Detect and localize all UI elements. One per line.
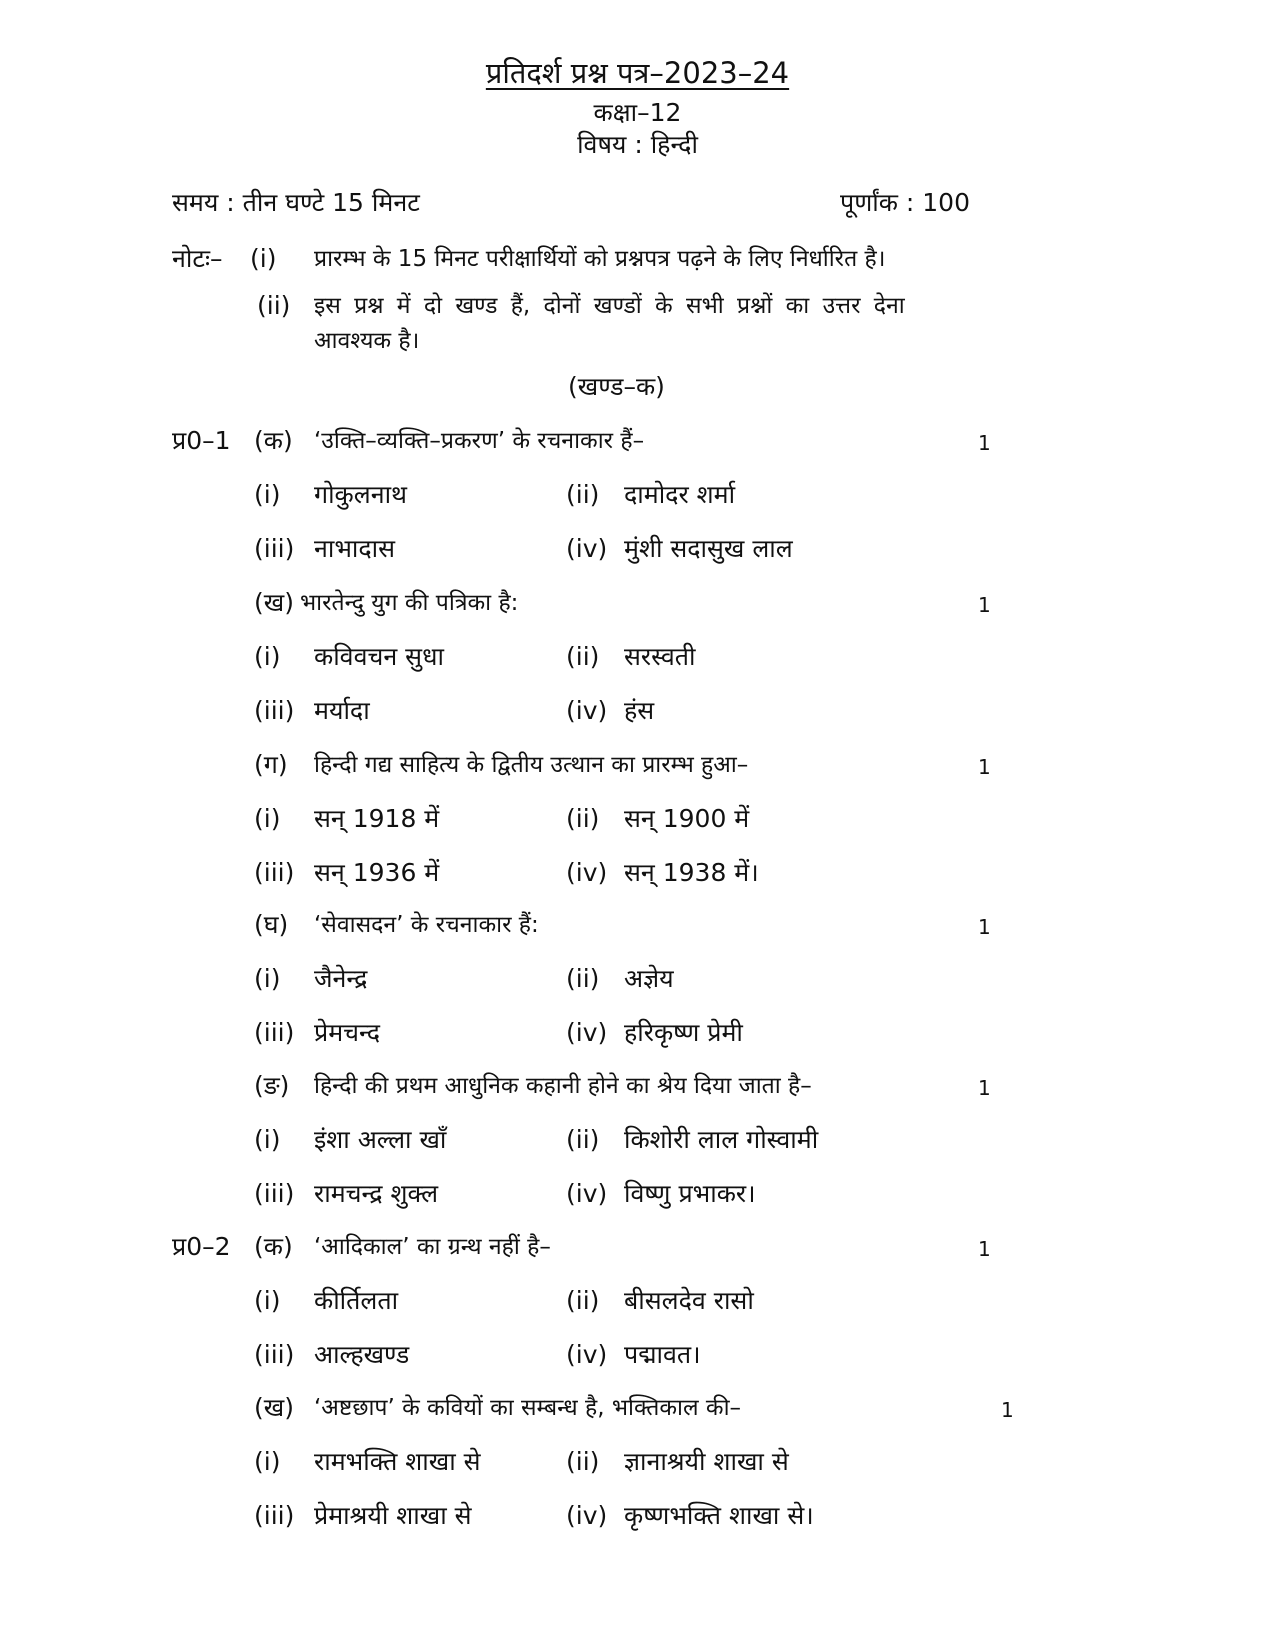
part-letter: (ख) [254, 588, 294, 617]
question-number: प्र0–1 [172, 426, 231, 455]
marks-label: 1 [978, 915, 991, 939]
option-text: अज्ञेय [624, 964, 674, 993]
option-text: प्रेमचन्द [314, 1018, 381, 1047]
option-number: (iv) [566, 858, 608, 887]
note-num: (ii) [257, 291, 291, 320]
option-number: (iv) [566, 1340, 608, 1369]
option-text: जैनेन्द्र [314, 964, 368, 993]
time-label: समय : तीन घण्टे 15 मिनट [172, 188, 420, 217]
note-text: इस प्रश्न में दो खण्ड हैं, दोनों खण्डों के सभी प्रश्नों का उत्तर देना [314, 293, 905, 319]
option-number: (i) [254, 480, 281, 509]
option-number: (i) [254, 642, 281, 671]
note-text: प्रारम्भ के 15 मिनट परीक्षार्थियों को प्रश्नपत्र पढ़ने के लिए निर्धारित है। [314, 246, 886, 272]
option-text: विष्णु प्रभाकर। [624, 1179, 756, 1208]
option-number: (iii) [254, 1501, 295, 1530]
option-text: नाभादास [314, 534, 396, 563]
option-text: हंस [624, 696, 655, 725]
class-label: कक्षा–12 [593, 98, 682, 127]
option-text: हरिकृष्ण प्रेमी [624, 1018, 743, 1047]
part-letter: (क) [254, 1232, 293, 1261]
option-number: (i) [254, 1125, 281, 1154]
option-text: रामभक्ति शाखा से [314, 1447, 481, 1476]
marks-label: 1 [978, 431, 991, 455]
option-text: इंशा अल्ला खाँ [314, 1125, 447, 1154]
option-number: (ii) [566, 1447, 600, 1476]
marks-label: 1 [978, 1076, 991, 1100]
option-text: बीसलदेव रासो [624, 1286, 754, 1315]
option-text: मर्यादा [314, 696, 370, 725]
option-number: (ii) [566, 1286, 600, 1315]
option-number: (ii) [566, 642, 600, 671]
note-text: आवश्यक है। [314, 328, 420, 354]
option-number: (iii) [254, 1179, 295, 1208]
option-number: (i) [254, 964, 281, 993]
question-text: ‘उक्ति–व्यक्ति–प्रकरण’ के रचनाकार हैं– [314, 428, 645, 454]
option-number: (ii) [566, 804, 600, 833]
option-number: (iv) [566, 1179, 608, 1208]
option-number: (ii) [566, 964, 600, 993]
option-text: सन् 1918 में [314, 804, 440, 833]
option-number: (iii) [254, 696, 295, 725]
option-text: गोकुलनाथ [314, 480, 408, 509]
option-number: (i) [254, 804, 281, 833]
option-text: कृष्णभक्ति शाखा से। [624, 1501, 814, 1530]
marks-label: 1 [978, 755, 991, 779]
part-letter: (ङ) [254, 1071, 290, 1100]
note-num: (i) [250, 244, 277, 273]
option-number: (i) [254, 1286, 281, 1315]
option-text: किशोरी लाल गोस्वामी [624, 1125, 819, 1154]
option-text: मुंशी सदासुख लाल [624, 534, 793, 563]
question-text: ‘आदिकाल’ का ग्रन्थ नहीं है– [314, 1234, 551, 1260]
question-number: प्र0–2 [172, 1232, 231, 1261]
option-number: (iii) [254, 1340, 295, 1369]
option-text: प्रेमाश्रयी शाखा से [314, 1501, 472, 1530]
option-text: ज्ञानाश्रयी शाखा से [624, 1447, 789, 1476]
marks-label: 1 [978, 1237, 991, 1261]
section-heading: (खण्ड–क) [568, 372, 665, 401]
option-number: (iii) [254, 534, 295, 563]
question-text: हिन्दी गद्य साहित्य के द्वितीय उत्थान का प्रारम्भ हुआ– [314, 752, 749, 778]
option-number: (i) [254, 1447, 281, 1476]
part-letter: (ख) [254, 1393, 294, 1422]
option-text: सरस्वती [624, 642, 696, 671]
option-text: दामोदर शर्मा [624, 480, 736, 509]
option-number: (ii) [566, 480, 600, 509]
question-text: हिन्दी की प्रथम आधुनिक कहानी होने का श्रेय दिया जाता है– [314, 1073, 812, 1099]
question-text: ‘सेवासदन’ के रचनाकार हैं: [314, 912, 539, 938]
subject-label: विषय : हिन्दी [577, 130, 698, 159]
part-letter: (ग) [254, 750, 288, 779]
option-text: सन् 1938 में। [624, 858, 759, 887]
part-letter: (घ) [254, 910, 289, 939]
option-number: (iii) [254, 1018, 295, 1047]
option-text: कीर्तिलता [314, 1286, 399, 1315]
question-text: भारतेन्दु युग की पत्रिका है: [300, 590, 519, 616]
option-number: (iv) [566, 534, 608, 563]
option-text: सन् 1936 में [314, 858, 440, 887]
option-number: (ii) [566, 1125, 600, 1154]
option-number: (iii) [254, 858, 295, 887]
note-label: नोटः– [172, 244, 223, 273]
option-text: कविवचन सुधा [314, 642, 444, 671]
max-marks-label: पूर्णांक : 100 [840, 188, 970, 217]
page-title: प्रतिदर्श प्रश्न पत्र–2023–24 [485, 56, 790, 90]
option-number: (iv) [566, 1018, 608, 1047]
question-text: ‘अष्टछाप’ के कवियों का सम्बन्ध है, भक्तिकाल की– [314, 1395, 742, 1421]
option-text: रामचन्द्र शुक्ल [314, 1179, 439, 1208]
option-text: सन् 1900 में [624, 804, 750, 833]
option-text: आल्हखण्ड [314, 1340, 410, 1369]
option-number: (iv) [566, 696, 608, 725]
option-text: पद्मावत। [624, 1340, 701, 1369]
option-number: (iv) [566, 1501, 608, 1530]
marks-label: 1 [978, 593, 991, 617]
marks-label: 1 [1001, 1398, 1014, 1422]
part-letter: (क) [254, 426, 293, 455]
